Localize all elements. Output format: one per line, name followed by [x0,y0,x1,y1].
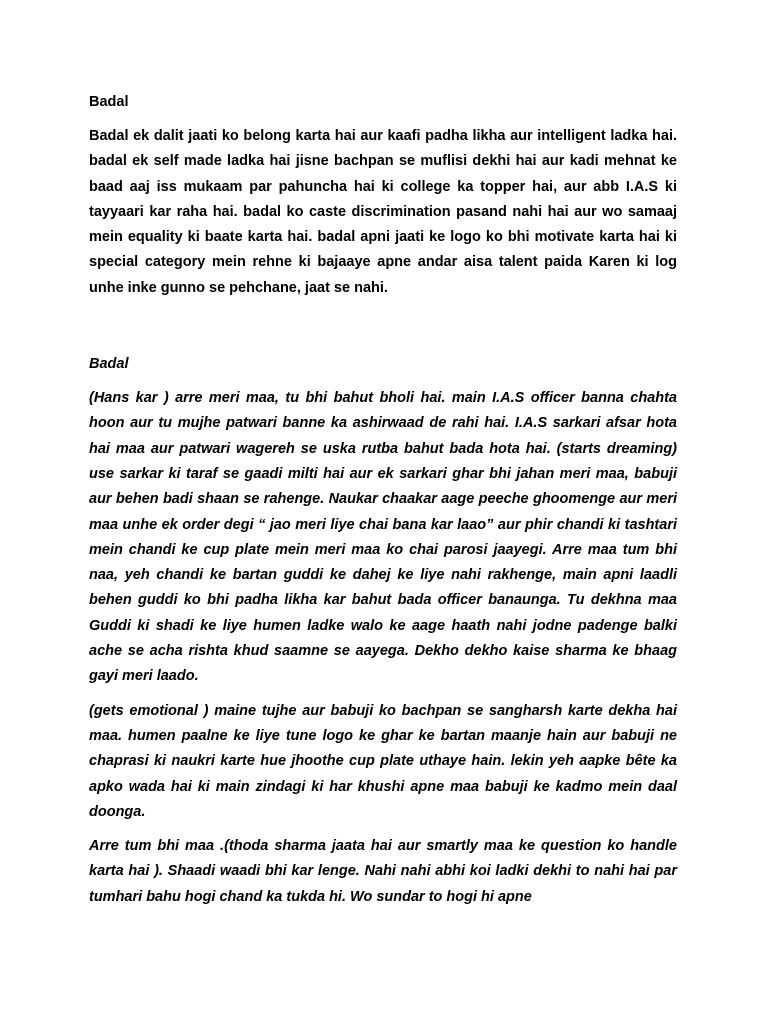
intro-paragraph: Badal ek dalit jaati ko belong karta hai aur kaafi padha likha aur intelligent ladka hai. badal ek self made ladka hai jisne bachpan se muflisi dekhi hai aur kadi mehnat ke baad aaj iss mukaam par pahuncha hai ki college ka topper hai, aur abb I.A.S ki tayyaari kar raha hai. badal ko caste discrimination pasand nahi hai aur wo samaaj mein equality ki baate karta hai. badal apni jaati ke logo ko bhi motivate karta hai ki special category mein rehne ki bajaaye apne andar aisa talent paida Karen ki log unhe inke gunno se pehchane, jaat se nahi. [89,128,677,296]
dialogue-paragraph: (gets emotional ) maine tujhe aur babuji ko bachpan se sangharsh karte dekha hai maa. humen paalne ke liye tune logo ke ghar ke bartan maanje hain aur babuji ne chaprasi ki naukri karte hue jhoothe cup plate uthaye hain. lekin yeh aapke bête ka apko wada hai ki main zindagi ki har khushi apne maa babuji ke kadmo mein daal doonga. [89,702,677,820]
dialogue-paragraph: (Hans kar ) arre meri maa, tu bhi bahut bholi hai. main I.A.S officer banna chahta hoon aur tu mujhe patwari banne ka ashirwaad de rahi hai. I.A.S sarkari afsar hota hai maa aur patwari wagereh se uska rutba bahut bada hota hai. (starts dreaming) use sarkar ki taraf se gaadi milti hai aur ek sarkari ghar bhi jahan meri maa, babuji aur behen badi shaan se rahenge. Naukar chaakar aage peeche ghoomenge aur meri maa unhe ek order degi “ jao meri liye chai bana kar laao” aur phir chandi ki tashtari mein chandi ke cup plate mein meri maa ko chai parosi jaayegi. Arre maa tum bhi naa, yeh chandi ke bartan guddi ke dahej ke liye nahi rakhenge, main apni laadli behen guddi ko bhi padha likha kar bahut bada officer banaunga. Tu dekhna maa Guddi ki shadi ke liye humen ladke walo ke aage haath nahi jodne padenge balki ache se acha rishta khud saamne se aayega. Dekho dekho kaise sharma ke bhaag gayi meri laado. [89,390,677,685]
dialogue-heading: Badal [89,356,129,373]
dialogue-paragraph: Arre tum bhi maa .(thoda sharma jaata hai aur smartly maa ke question ko handle karta hai ). Shaadi waadi bhi kar lenge. Nahi nahi abhi koi ladki dekhi to nahi hai par tumhari bahu hogi chand ka tukda hi. Wo sundar to hogi hi apne [89,838,677,905]
document-page [89,86,677,910]
intro-heading: Badal [89,94,129,110]
